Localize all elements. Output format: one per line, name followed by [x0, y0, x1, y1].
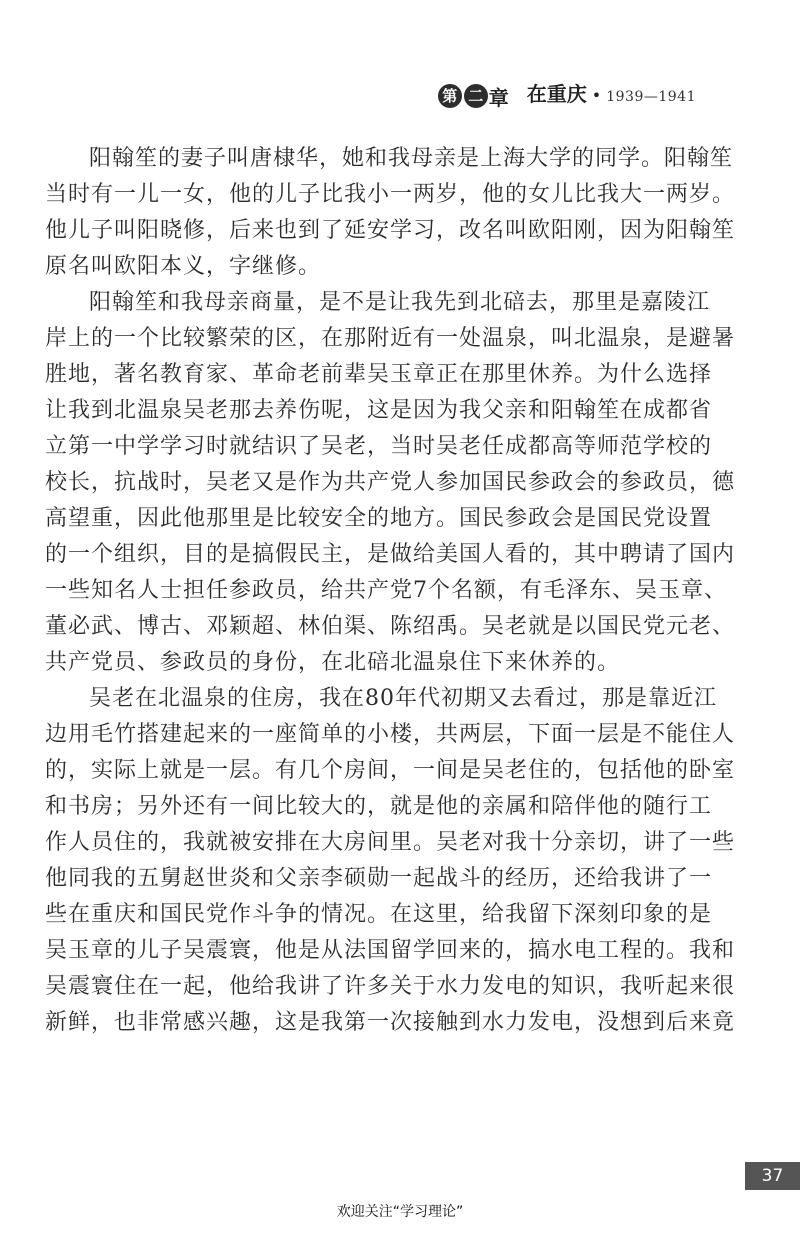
- text-line: 高望重，因此他那里是比较安全的地方。国民参政会是国民党设置: [45, 506, 713, 531]
- paragraph-2: [45, 287, 736, 679]
- text-line: 岸上的一个比较繁荣的区，在那附近有一处温泉，叫北温泉，是避暑: [45, 326, 736, 351]
- chapter-badge-char-1: 第: [438, 84, 462, 108]
- text-line: 的一个组织，目的是搞假民主，是做给美国人看的，其中聘请了国内: [45, 542, 736, 567]
- text-line: 阳翰笙的妻子叫唐棣华，她和我母亲是上海大学的同学。阳翰笙: [89, 146, 734, 171]
- chapter-years: 1939—1941: [606, 89, 696, 105]
- text-line: 胜地，著名教育家、革命老前辈吴玉章正在那里休养。为什么选择: [45, 362, 713, 387]
- text-line: 他儿子叫阳晓修，后来也到了延安学习，改名叫欧阳刚，因为阳翰笙: [45, 218, 736, 243]
- header-separator: •: [591, 86, 602, 105]
- paragraph-3: [45, 683, 736, 1039]
- text-line: 作人员住的，我就被安排在大房间里。吴老对我十分亲切，讲了一些: [45, 830, 736, 855]
- chapter-badge-char-2: 二: [464, 84, 488, 108]
- text-line: 些在重庆和国民党作斗争的情况。在这里，给我留下深刻印象的是: [45, 902, 713, 927]
- text-line: 吴老在北温泉的住房，我在80年代初期又去看过，那是靠近江: [89, 686, 717, 711]
- text-line: 阳翰笙和我母亲商量，是不是让我先到北碚去，那里是嘉陵江: [89, 290, 711, 315]
- text-line: 吴震寰住在一起，他给我讲了许多关于水力发电的知识，我听起来很: [45, 974, 736, 999]
- text-line: 他同我的五舅赵世炎和父亲李硕勋一起战斗的经历，还给我讲了一: [45, 866, 713, 891]
- paragraph-1: [45, 143, 736, 283]
- text-line: 边用毛竹搭建起来的一座简单的小楼，共两层，下面一层是不能住人: [45, 722, 736, 747]
- text-line: 吴玉章的儿子吴震寰，他是从法国留学回来的，搞水电工程的。我和: [45, 938, 736, 963]
- body-text: [45, 143, 736, 1043]
- text-line: 董必武、博古、邓颖超、林伯渠、陈绍禹。吴老就是以国民党元老、: [45, 614, 736, 639]
- page-number: 37: [745, 1162, 800, 1190]
- running-header: [437, 78, 696, 111]
- text-line: 的，实际上就是一层。有几个房间，一间是吴老住的，包括他的卧室: [45, 758, 736, 783]
- chapter-badge-char-3: 章: [488, 85, 509, 110]
- text-line: 一些知名人士担任参政员，给共产党7个名额，有毛泽东、吴玉章、: [45, 578, 727, 603]
- text-line: 和书房；另外还有一间比较大的，就是他的亲属和陪伴他的随行工: [45, 794, 713, 819]
- text-line: 新鲜，也非常感兴趣，这是我第一次接触到水力发电，没想到后来竟: [45, 1010, 736, 1035]
- text-line: 校长，抗战时，吴老又是作为共产党人参加国民参政会的参政员，德: [45, 470, 736, 495]
- footer-note: 欢迎关注“学习理论”: [336, 1204, 464, 1220]
- text-line: 让我到北温泉吴老那去养伤呢，这是因为我父亲和阳翰笙在成都省: [45, 398, 713, 423]
- chapter-badge: [437, 82, 509, 111]
- text-line: 原名叫欧阳本义，字继修。: [45, 254, 322, 279]
- text-line: 当时有一儿一女，他的儿子比我小一两岁，他的女儿比我大一两岁。: [45, 182, 736, 207]
- text-line: 共产党员、参政员的身份，在北碚北温泉住下来休养的。: [45, 650, 621, 675]
- chapter-title: 在重庆: [526, 82, 587, 106]
- text-line: 立第一中学学习时就结识了吴老，当时吴老任成都高等师范学校的: [45, 434, 713, 459]
